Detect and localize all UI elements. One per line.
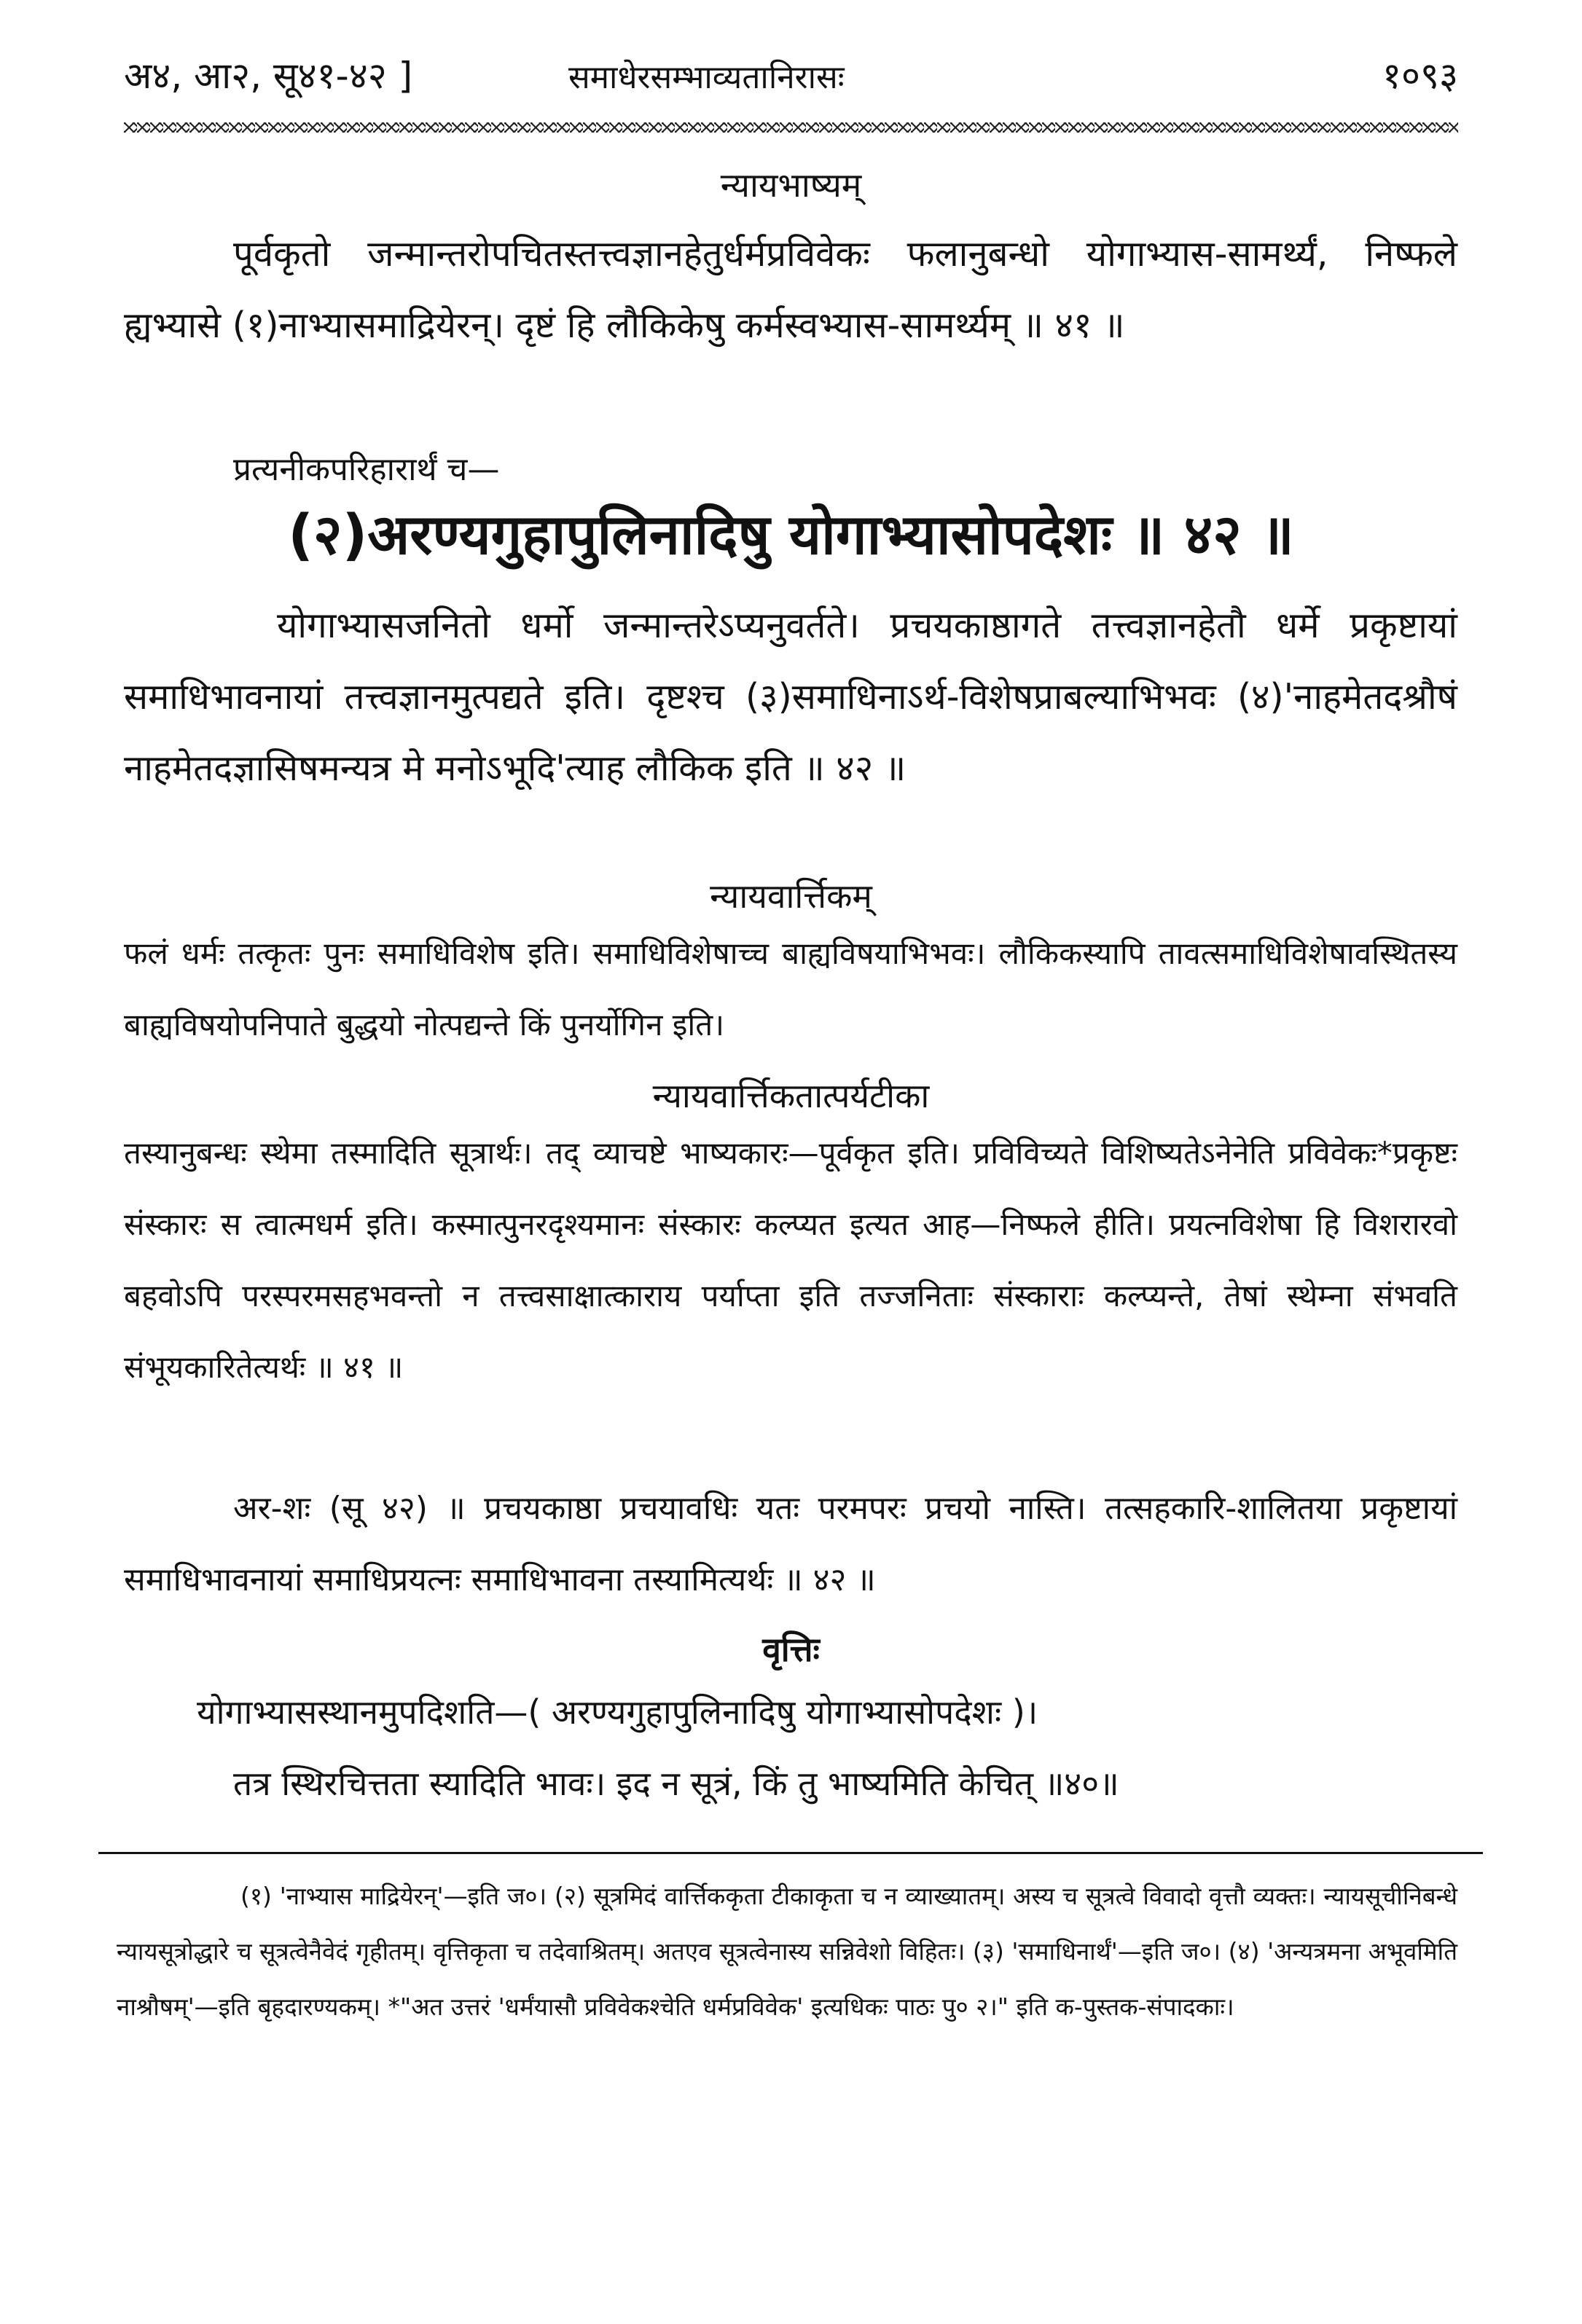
sutra-42: (२)अरण्यगुहापुलिनादिषु योगाभ्यासोपदेशः ॥ ४२ ॥ xyxy=(288,502,1294,567)
bhashya-42-text: योगाभ्यासजनितो धर्मो जन्मान्तरेऽप्यनुवर्तते। प्रचयकाष्ठागते तत्त्वज्ञानहेतौ धर्मे प्रकृष्टायां समाधिभावनायां तत्त्वज्ञानमुत्पद्यते इति। दृष्टश्च (३)समाधिनाऽर्थ-विशेषप्राबल्याभिभवः (४)'नाहमेतदश्रौषं नाहमेतदज्ञासिषमन्यत्र मे मनोऽभूदि'त्याह लौकिक इति ॥ ४२ ॥ xyxy=(124,605,1457,789)
heading-tika: न्यायवार्त्तिकतात्पर्यटीका xyxy=(652,1076,930,1115)
running-header xyxy=(124,42,1458,108)
vritti-line-1: योगाभ्यासस्थानमुपदिशति—( अरण्यगुहापुलिनादिषु योगाभ्यासोपदेशः )। xyxy=(197,1692,1038,1732)
chapter-reference: अ४, आ२, सू४१-४२ ] xyxy=(124,55,413,97)
footnotes: (१) 'नाभ्यास माद्रियेरन्'—इति ज०। (२) सूत्रमिदं वार्त्तिककृता टीकाकृता च न व्याख्यातम्। अस्य च सूत्रत्वे विवादो वृत्तौ व्यक्तः। न्यायसूचीनिबन्धे न्यायसूत्रोद्धारे च सूत्रत्वेनैवेदं गृहीतम्। वृत्तिकृता च तदेवाश्रितम्। अतएव सूत्रत्वेनास्य सन्निवेशो विहितः। (३) 'समाधिनार्थं'—इति ज०। (४) 'अन्यत्रमना अभूवमिति नाश्रौषम्'—इति बृहदारण्यकम्। *"अत उत्तरं 'धर्मंयासौ प्रविवेकश्चेति धर्मप्रविवेक' इत्यधिकः पाठः पु० २।" इति क-पुस्तक-संपादकाः। xyxy=(117,1882,1457,2021)
sutra-intro: प्रत्यनीकपरिहारार्थं च— xyxy=(233,451,500,488)
heading-nyayavartika: न्यायवार्त्तिकम् xyxy=(710,876,872,916)
tika-paragraph-42: अर-शः (सू ४२) ॥ प्रचयकाष्ठा प्रचयावधिः यतः परमपरः प्रचयो नास्ति। तत्सहकारि-शालितया प्रकृष्टायां समाधिभावनायां समाधिप्रयत्नः समाधिभावना तस्यामित्यर्थः ॥ ४२ ॥ xyxy=(124,1490,1457,1598)
heading-nyayabhashya: न्यायभाष्यम् xyxy=(720,165,862,205)
nyayavartika-text: फलं धर्मः तत्कृतः पुनः समाधिविशेष इति। समाधिविशेषाच्च बाह्यविषयाभिभवः। लौकिकस्यापि तावत्समाधिविशेषावस्थितस्य बाह्यविषयोपनिपाते बुद्धयो नोत्पद्यन्ते किं पुनर्योगिन इति। xyxy=(124,935,1457,1043)
nyayabhashya-text: पूर्वकृतो जन्मान्तरोपचितस्तत्त्वज्ञानहेतुर्धर्मप्रविवेकः फलानुबन्धो योगाभ्यास-सामर्थ्यं, निष्फले ह्यभ्यासे (१)नाभ्यासमाद्रियेरन्। दृष्टं हि लौकिकेषु कर्मस्वभ्यास-सामर्थ्यम् ॥ ४१ ॥ xyxy=(124,233,1457,346)
running-title: समाधेरसम्भाव्यतानिरासः xyxy=(568,59,845,96)
tika-text: तस्यानुबन्धः स्थेमा तस्मादिति सूत्रार्थः। तद् व्याचष्टे भाष्यकारः—पूर्वकृत इति। प्रविविच्यते विशिष्यतेऽनेनेति प्रविवेकः*प्रकृष्टः संस्कारः स त्वात्मधर्म इति। कस्मात्पुनरदृश्यमानः संस्कारः कल्प्यत इत्यत आह—निष्फले हीति। प्रयत्नविशेषा हि विशरारवो बहवोऽपि परस्परमसहभवन्तो न तत्त्वसाक्षात्काराय पर्याप्ता इति तज्जनिताः संस्काराः कल्प्यन्ते, तेषां स्थेम्ना संभवति संभूयकारितेत्यर्थः ॥ ४१ ॥ xyxy=(124,1135,1457,1385)
footnote-separator xyxy=(98,1852,1483,1854)
page-number: १०९३ xyxy=(1382,55,1458,97)
vritti-line-2: तत्र स्थिरचित्तता स्यादिति भावः। इद न सूत्रं, किं तु भाष्यमिति केचित् ॥४०॥ xyxy=(233,1764,1119,1803)
header-wavy-rule xyxy=(124,122,1458,133)
heading-vritti: वृत्तिः xyxy=(762,1630,820,1669)
